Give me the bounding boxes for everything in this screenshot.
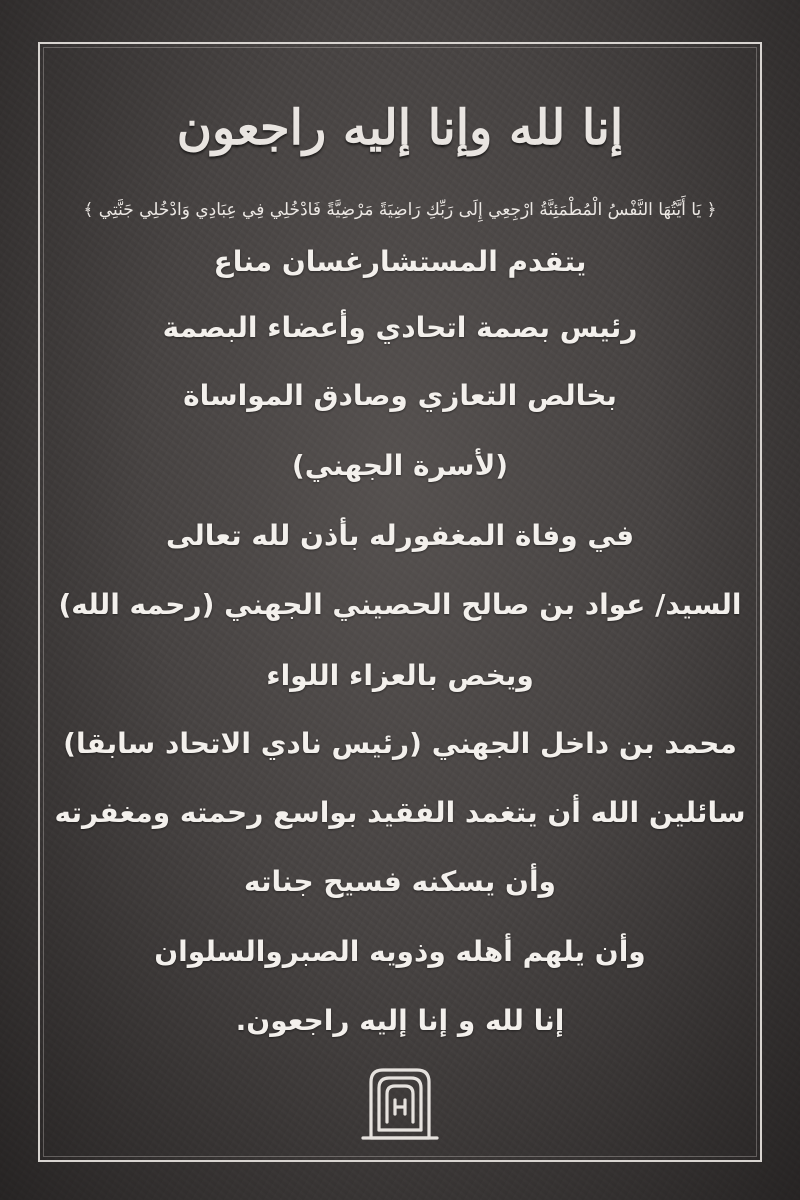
quran-verse: ﴿ يَا أَيَّتُهَا النَّفْسُ الْمُطْمَئِنَّةُ ارْجِعِي إِلَى رَبِّكِ رَاضِيَةً مَرْضِيَّةً فَادْخُلِي فِي عِبَادِي وَادْخُلِي جَنَّتِي ﴾ (83, 200, 717, 220)
calligraphic-seal-logo-icon (357, 1060, 443, 1146)
message-line-11: وأن يلهم أهله وذويه الصبروالسلوان (154, 935, 646, 968)
message-line-9: سائلين الله أن يتغمد الفقيد بواسع رحمته ومغفرته (54, 796, 746, 829)
message-line-7: ويخص بالعزاء اللواء (266, 659, 534, 692)
message-line-6: السيد/ عواد بن صالح الحصيني الجهني (رحمه الله) (58, 588, 742, 621)
message-line-4: (لأسرة الجهني) (291, 449, 509, 482)
message-line-12: إنا لله و إنا إليه راجعون. (235, 1004, 565, 1037)
message-line-1: يتقدم المستشارغسان مناع (213, 245, 587, 278)
message-line-5: في وفاة المغفورله بأذن لله تعالى (165, 519, 635, 552)
message-line-8: محمد بن داخل الجهني (رئيس نادي الاتحاد سابقا) (63, 727, 737, 760)
message-line-3: بخالص التعازي وصادق المواساة (183, 379, 617, 412)
calligraphy-heading: إنا لله وإنا إليه راجعون (176, 100, 624, 156)
message-line-2: رئيس بصمة اتحادي وأعضاء البصمة (162, 311, 638, 344)
message-line-10: وأن يسكنه فسيح جناته (244, 865, 556, 898)
